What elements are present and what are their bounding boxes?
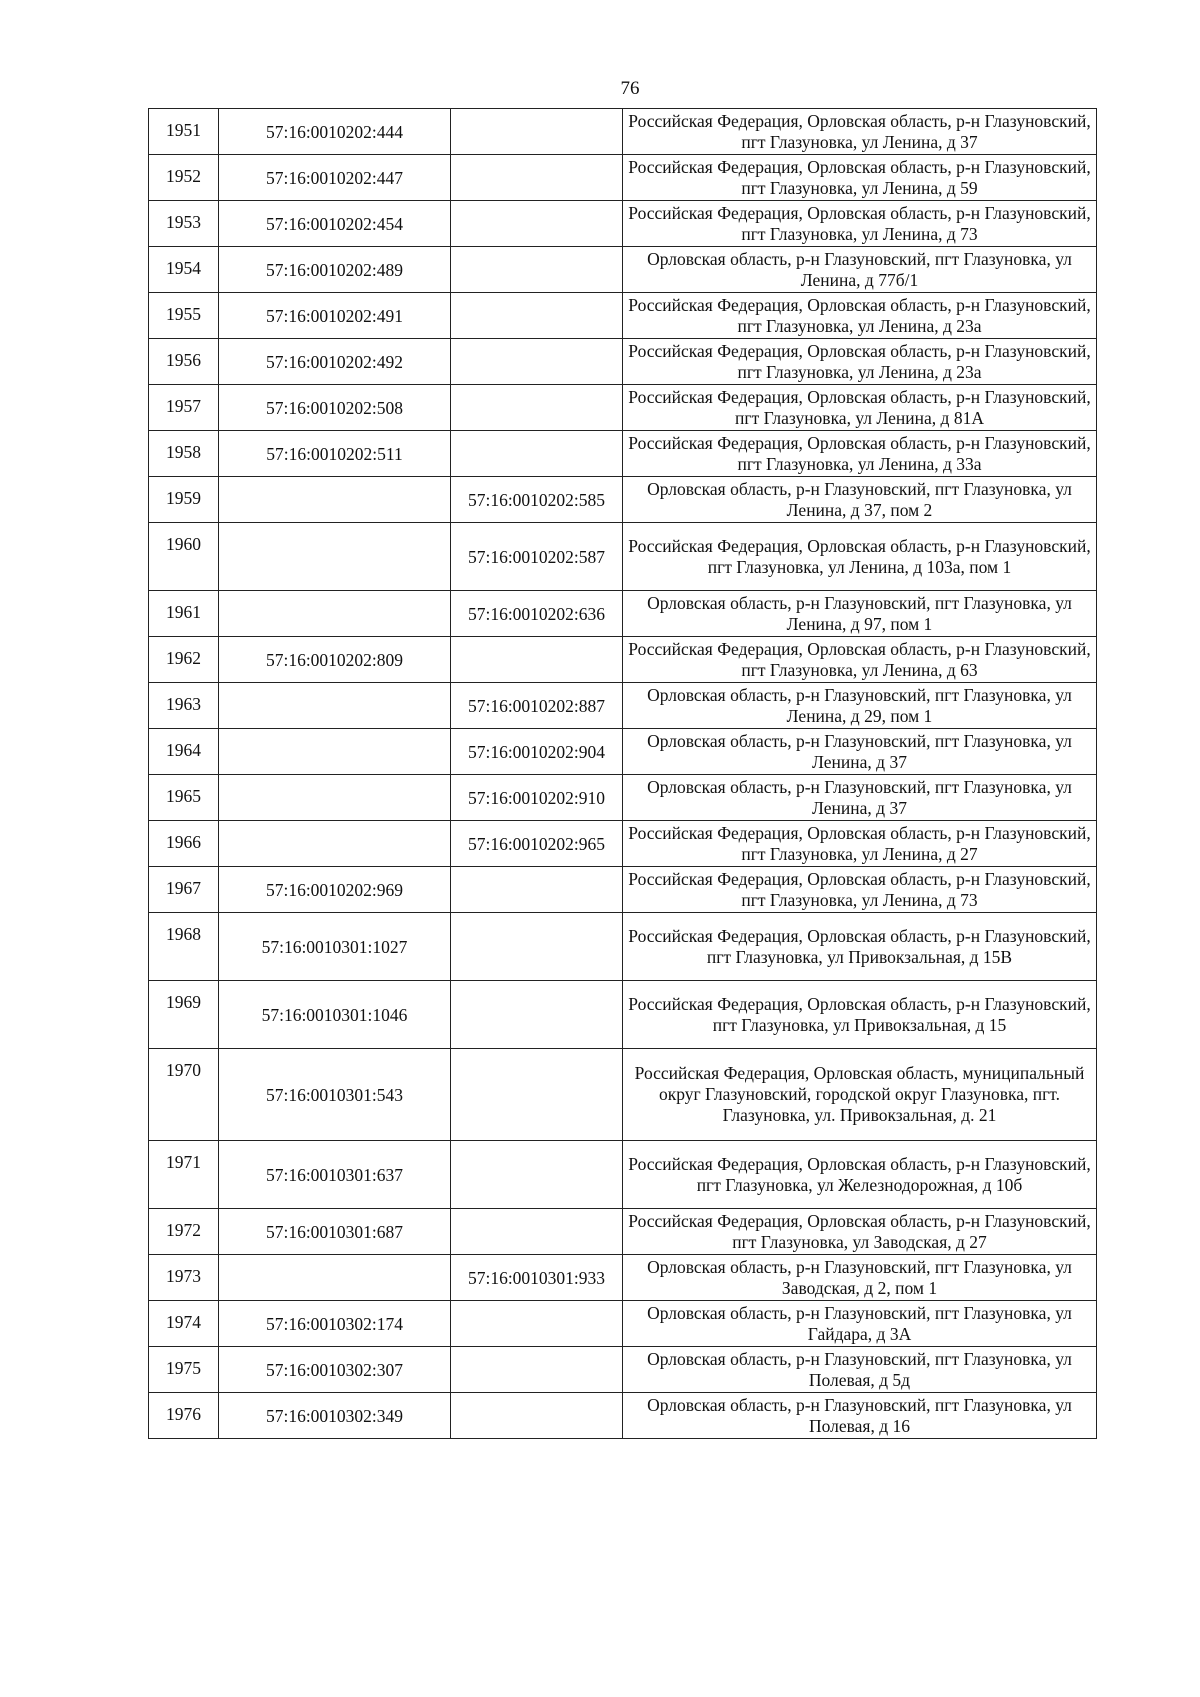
cadastral-number-cell: 57:16:0010202:969: [219, 867, 451, 913]
cadastral-number-cell: [219, 775, 451, 821]
address-cell: Российская Федерация, Орловская область, муниципальный округ Глазуновский, городской округ Глазуновка, пгт. Глазуновка, ул. Привокзальная, д. 21: [623, 1049, 1097, 1141]
address-cell: Российская Федерация, Орловская область, р-н Глазуновский, пгт Глазуновка, ул Ленина, д 73: [623, 201, 1097, 247]
address-cell: Российская Федерация, Орловская область, р-н Глазуновский, пгт Глазуновка, ул Ленина, д 81А: [623, 385, 1097, 431]
row-number-cell: 1954: [149, 247, 219, 293]
premises-cadastral-number-cell: [451, 1347, 623, 1393]
page-number: 76: [620, 78, 640, 99]
premises-cadastral-number-cell: [451, 247, 623, 293]
premises-cadastral-number-cell: [451, 637, 623, 683]
cadastral-number-cell: [219, 591, 451, 637]
premises-cadastral-number-cell: [451, 1049, 623, 1141]
address-cell: Орловская область, р-н Глазуновский, пгт Глазуновка, ул Полевая, д 5д: [623, 1347, 1097, 1393]
row-number-cell: 1969: [149, 981, 219, 1049]
address-cell: Орловская область, р-н Глазуновский, пгт Глазуновка, ул Ленина, д 97, пом 1: [623, 591, 1097, 637]
cadastral-number-cell: [219, 523, 451, 591]
cadastral-number-cell: 57:16:0010202:444: [219, 109, 451, 155]
premises-cadastral-number-cell: [451, 201, 623, 247]
table-row: [149, 385, 1097, 431]
table-row: [149, 155, 1097, 201]
table-row: [149, 201, 1097, 247]
cadastral-number-cell: 57:16:0010202:489: [219, 247, 451, 293]
cadastral-number-cell: 57:16:0010202:447: [219, 155, 451, 201]
row-number-cell: 1963: [149, 683, 219, 729]
address-cell: Российская Федерация, Орловская область, р-н Глазуновский, пгт Глазуновка, ул Ленина, д 33а: [623, 431, 1097, 477]
premises-cadastral-number-cell: 57:16:0010301:933: [451, 1255, 623, 1301]
cadastral-number-cell: [219, 683, 451, 729]
row-number-cell: 1976: [149, 1393, 219, 1439]
row-number-cell: 1973: [149, 1255, 219, 1301]
cadastral-number-cell: 57:16:0010302:174: [219, 1301, 451, 1347]
address-cell: Российская Федерация, Орловская область, р-н Глазуновский, пгт Глазуновка, ул Железнодорожная, д 10б: [623, 1141, 1097, 1209]
row-number-cell: 1966: [149, 821, 219, 867]
row-number-cell: 1971: [149, 1141, 219, 1209]
premises-cadastral-number-cell: [451, 109, 623, 155]
table-row: [149, 913, 1097, 981]
premises-cadastral-number-cell: [451, 1141, 623, 1209]
row-number-cell: 1956: [149, 339, 219, 385]
premises-cadastral-number-cell: 57:16:0010202:965: [451, 821, 623, 867]
cadastral-number-cell: 57:16:0010301:687: [219, 1209, 451, 1255]
table-row: [149, 591, 1097, 637]
row-number-cell: 1958: [149, 431, 219, 477]
address-cell: Российская Федерация, Орловская область, р-н Глазуновский, пгт Глазуновка, ул Ленина, д 37: [623, 109, 1097, 155]
cadastral-number-cell: 57:16:0010301:1046: [219, 981, 451, 1049]
table-row: [149, 431, 1097, 477]
premises-cadastral-number-cell: [451, 385, 623, 431]
premises-cadastral-number-cell: [451, 431, 623, 477]
row-number-cell: 1957: [149, 385, 219, 431]
row-number-cell: 1960: [149, 523, 219, 591]
address-cell: Орловская область, р-н Глазуновский, пгт Глазуновка, ул Ленина, д 77б/1: [623, 247, 1097, 293]
cadastral-number-cell: [219, 729, 451, 775]
table-row: [149, 637, 1097, 683]
row-number-cell: 1962: [149, 637, 219, 683]
premises-cadastral-number-cell: [451, 293, 623, 339]
address-cell: Орловская область, р-н Глазуновский, пгт Глазуновка, ул Ленина, д 37: [623, 729, 1097, 775]
address-cell: Орловская область, р-н Глазуновский, пгт Глазуновка, ул Заводская, д 2, пом 1: [623, 1255, 1097, 1301]
table-row: [149, 775, 1097, 821]
cadastral-number-cell: 57:16:0010202:491: [219, 293, 451, 339]
premises-cadastral-number-cell: 57:16:0010202:585: [451, 477, 623, 523]
cadastral-number-cell: [219, 821, 451, 867]
premises-cadastral-number-cell: 57:16:0010202:636: [451, 591, 623, 637]
premises-cadastral-number-cell: 57:16:0010202:887: [451, 683, 623, 729]
cadastral-number-cell: 57:16:0010202:809: [219, 637, 451, 683]
table-row: [149, 477, 1097, 523]
premises-cadastral-number-cell: [451, 1209, 623, 1255]
address-cell: Российская Федерация, Орловская область, р-н Глазуновский, пгт Глазуновка, ул Ленина, д 27: [623, 821, 1097, 867]
address-cell: Орловская область, р-н Глазуновский, пгт Глазуновка, ул Ленина, д 37, пом 2: [623, 477, 1097, 523]
cadastral-number-cell: [219, 477, 451, 523]
table-row: [149, 729, 1097, 775]
table-row: [149, 683, 1097, 729]
registry-table: [148, 108, 1097, 1439]
cadastral-number-cell: 57:16:0010302:349: [219, 1393, 451, 1439]
row-number-cell: 1959: [149, 477, 219, 523]
premises-cadastral-number-cell: [451, 981, 623, 1049]
row-number-cell: 1961: [149, 591, 219, 637]
cadastral-number-cell: 57:16:0010202:454: [219, 201, 451, 247]
table-row: [149, 1141, 1097, 1209]
row-number-cell: 1972: [149, 1209, 219, 1255]
premises-cadastral-number-cell: [451, 913, 623, 981]
row-number-cell: 1953: [149, 201, 219, 247]
address-cell: Российская Федерация, Орловская область, р-н Глазуновский, пгт Глазуновка, ул Заводская, д 27: [623, 1209, 1097, 1255]
cadastral-number-cell: 57:16:0010301:543: [219, 1049, 451, 1141]
premises-cadastral-number-cell: [451, 1301, 623, 1347]
row-number-cell: 1975: [149, 1347, 219, 1393]
row-number-cell: 1965: [149, 775, 219, 821]
table-row: [149, 981, 1097, 1049]
registry-table-body: [149, 109, 1097, 1439]
row-number-cell: 1951: [149, 109, 219, 155]
premises-cadastral-number-cell: [451, 1393, 623, 1439]
table-row: [149, 293, 1097, 339]
cadastral-number-cell: 57:16:0010302:307: [219, 1347, 451, 1393]
row-number-cell: 1955: [149, 293, 219, 339]
table-row: [149, 1301, 1097, 1347]
row-number-cell: 1974: [149, 1301, 219, 1347]
cadastral-number-cell: 57:16:0010301:1027: [219, 913, 451, 981]
address-cell: Российская Федерация, Орловская область, р-н Глазуновский, пгт Глазуновка, ул Ленина, д 23а: [623, 293, 1097, 339]
address-cell: Орловская область, р-н Глазуновский, пгт Глазуновка, ул Ленина, д 37: [623, 775, 1097, 821]
address-cell: Российская Федерация, Орловская область, р-н Глазуновский, пгт Глазуновка, ул Ленина, д 63: [623, 637, 1097, 683]
address-cell: Российская Федерация, Орловская область, р-н Глазуновский, пгт Глазуновка, ул Привокзальная, д 15В: [623, 913, 1097, 981]
address-cell: Российская Федерация, Орловская область, р-н Глазуновский, пгт Глазуновка, ул Привокзальная, д 15: [623, 981, 1097, 1049]
table-row: [149, 1049, 1097, 1141]
cadastral-number-cell: 57:16:0010301:637: [219, 1141, 451, 1209]
row-number-cell: 1970: [149, 1049, 219, 1141]
address-cell: Российская Федерация, Орловская область, р-н Глазуновский, пгт Глазуновка, ул Ленина, д 23а: [623, 339, 1097, 385]
premises-cadastral-number-cell: [451, 339, 623, 385]
address-cell: Орловская область, р-н Глазуновский, пгт Глазуновка, ул Ленина, д 29, пом 1: [623, 683, 1097, 729]
cadastral-number-cell: 57:16:0010202:492: [219, 339, 451, 385]
table-row: [149, 1393, 1097, 1439]
premises-cadastral-number-cell: 57:16:0010202:587: [451, 523, 623, 591]
address-cell: Орловская область, р-н Глазуновский, пгт Глазуновка, ул Гайдара, д 3А: [623, 1301, 1097, 1347]
row-number-cell: 1952: [149, 155, 219, 201]
row-number-cell: 1964: [149, 729, 219, 775]
row-number-cell: 1967: [149, 867, 219, 913]
address-cell: Орловская область, р-н Глазуновский, пгт Глазуновка, ул Полевая, д 16: [623, 1393, 1097, 1439]
premises-cadastral-number-cell: [451, 867, 623, 913]
table-row: [149, 523, 1097, 591]
table-row: [149, 867, 1097, 913]
table-row: [149, 109, 1097, 155]
table-row: [149, 1255, 1097, 1301]
table-row: [149, 247, 1097, 293]
address-cell: Российская Федерация, Орловская область, р-н Глазуновский, пгт Глазуновка, ул Ленина, д 103а, пом 1: [623, 523, 1097, 591]
cadastral-number-cell: 57:16:0010202:511: [219, 431, 451, 477]
table-row: [149, 1347, 1097, 1393]
address-cell: Российская Федерация, Орловская область, р-н Глазуновский, пгт Глазуновка, ул Ленина, д 73: [623, 867, 1097, 913]
cadastral-number-cell: [219, 1255, 451, 1301]
premises-cadastral-number-cell: 57:16:0010202:904: [451, 729, 623, 775]
table-row: [149, 339, 1097, 385]
table-row: [149, 1209, 1097, 1255]
cadastral-number-cell: 57:16:0010202:508: [219, 385, 451, 431]
row-number-cell: 1968: [149, 913, 219, 981]
address-cell: Российская Федерация, Орловская область, р-н Глазуновский, пгт Глазуновка, ул Ленина, д 59: [623, 155, 1097, 201]
premises-cadastral-number-cell: 57:16:0010202:910: [451, 775, 623, 821]
premises-cadastral-number-cell: [451, 155, 623, 201]
table-row: [149, 821, 1097, 867]
